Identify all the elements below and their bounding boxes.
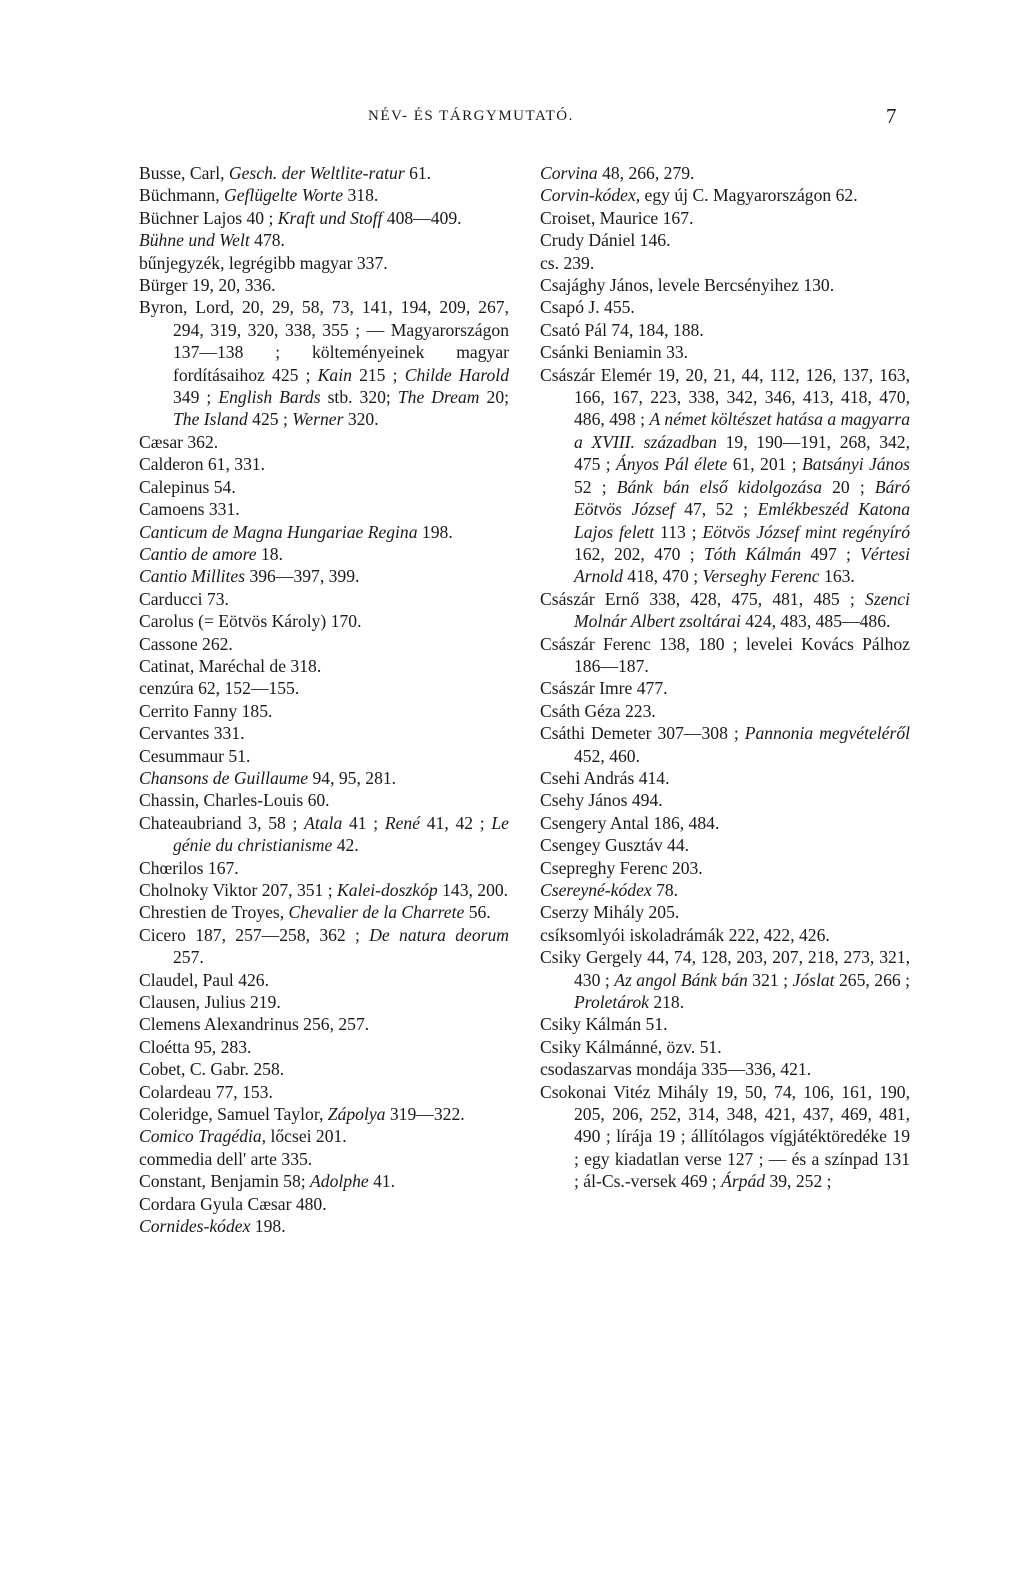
entry-text: Cerrito Fanny 185.: [139, 700, 273, 721]
entry-title-italic: The Island: [173, 409, 248, 430]
entry-title-italic: Corvin-kódex,: [540, 185, 641, 206]
index-entry: [139, 924, 509, 969]
entry-text: Büchmann,: [139, 185, 225, 206]
entry-text: Calepinus 54.: [139, 476, 236, 497]
index-entry: [139, 1125, 509, 1147]
entry-title-italic: Adolphe: [310, 1171, 369, 1192]
entry-text: 408—409.: [382, 207, 462, 228]
index-entry: [540, 857, 910, 879]
index-column-right: [540, 162, 910, 1193]
entry-title-italic: Chansons de Guillaume: [139, 767, 309, 788]
entry-text: 78.: [651, 880, 679, 900]
entry-text: csodaszarvas mondája 335—336, 421.: [540, 1059, 812, 1080]
entry-title-italic: De natura deorum: [369, 924, 509, 945]
index-entry: [540, 901, 910, 923]
index-entry: [540, 207, 910, 229]
entry-text: 41, 42 ;: [420, 812, 492, 833]
entry-text: Büchner Lajos 40 ;: [139, 207, 278, 228]
index-entry: [540, 924, 910, 946]
entry-text: Carolus (= Eötvös Károly) 170.: [139, 611, 362, 632]
index-entry: [540, 162, 910, 184]
entry-text: 19, 190—191, 268, 342, 475 ;: [574, 431, 911, 475]
entry-text: Claudel, Paul 426.: [139, 969, 269, 990]
entry-text: Cervantes 331.: [139, 723, 245, 744]
entry-text: 265, 266 ;: [834, 969, 911, 990]
index-entry: [139, 274, 509, 296]
index-entry: [540, 341, 910, 363]
index-entry: [139, 789, 509, 811]
entry-text: stb. 320;: [320, 387, 398, 408]
entry-text: 320.: [343, 409, 379, 430]
entry-title-italic: Bánk bán első kidolgozása: [616, 476, 822, 497]
index-entry: [540, 700, 910, 722]
entry-title-italic: Eötvös József mint regényíró: [702, 521, 911, 542]
entry-text: 418, 470 ;: [622, 566, 703, 587]
index-entry: [139, 453, 509, 475]
index-entry: [540, 677, 910, 699]
entry-text: 52 ;: [574, 476, 617, 497]
index-entry: [540, 722, 910, 767]
entry-text: Csajághy János, levele Bercsényihez 130.: [540, 275, 835, 296]
entry-title-italic: Szenci Molnár Albert zsoltárai: [574, 588, 910, 632]
index-entry: [139, 767, 509, 789]
index-entry: [540, 1081, 910, 1193]
entry-text: 41 ;: [342, 812, 385, 833]
index-entry: [540, 364, 910, 588]
entry-text: 48, 266, 279.: [597, 163, 695, 183]
entry-title-italic: Canticum de Magna Hungariae Regina: [139, 521, 418, 542]
entry-text: Cordara Gyula Cæsar 480.: [139, 1193, 327, 1214]
entry-text: Byron, Lord, 20, 29, 58, 73, 141, 194, 209, 267, 294, 319, 320, 338, 355 ; — Magyarországon 137—138 ; költeményeinek magyar fordításaihoz 425 ;: [139, 297, 509, 385]
index-entry: [540, 252, 910, 274]
entry-text: 162, 202, 470 ;: [574, 543, 704, 564]
entry-text: Császár Elemér 19, 20, 21, 44, 112, 126, 137, 163, 166, 167, 223, 338, 342, 346, 413, 418, 470, 486, 498 ;: [540, 364, 910, 430]
entry-title-italic: Childe Harold: [404, 364, 509, 385]
index-entry: [540, 319, 910, 341]
index-entry: [139, 229, 509, 251]
entry-text: Catinat, Maréchal de 318.: [139, 655, 322, 676]
entry-text: 396—397, 399.: [245, 566, 360, 587]
entry-text: 321 ;: [747, 969, 793, 990]
entry-text: 349 ;: [173, 387, 219, 408]
entry-text: Császár Ferenc 138, 180 ; levelei Kovács Pálhoz 186—187.: [540, 633, 910, 676]
entry-title-italic: A német költészet hatása a magyarra a XVIII. században: [574, 409, 910, 452]
index-entry: [139, 1081, 509, 1103]
index-entry: [139, 901, 509, 923]
entry-text: commedia dell' arte 335.: [139, 1148, 313, 1169]
entry-text: 452, 460.: [574, 745, 640, 766]
entry-text: 143, 200.: [437, 880, 509, 900]
index-entry: [139, 207, 509, 229]
entry-text: Csáth Géza 223.: [540, 700, 656, 721]
entry-text: egy új C. Magyarországon 62.: [640, 185, 858, 206]
entry-text: Cloétta 95, 283.: [139, 1036, 252, 1057]
index-entry: [540, 1036, 910, 1058]
entry-title-italic: The Dream: [397, 387, 480, 408]
index-entry: [139, 521, 509, 543]
index-entry: [139, 1036, 509, 1058]
entry-text: 61, 201 ;: [727, 454, 803, 475]
entry-text: Chœrilos 167.: [139, 857, 239, 878]
entry-text: 424, 483, 485—486.: [740, 611, 891, 632]
index-entry: [540, 184, 910, 206]
entry-text: Csehi András 414.: [540, 767, 670, 788]
entry-text: Chateaubriand 3, 58 ;: [139, 812, 305, 833]
index-entry: [139, 1148, 509, 1170]
entry-text: 198.: [417, 521, 453, 542]
index-entry: [139, 655, 509, 677]
entry-text: 425 ;: [247, 409, 293, 430]
entry-title-italic: Csereyné-kódex: [540, 880, 652, 900]
entry-title-italic: Verseghy Ferenc: [702, 566, 820, 587]
index-entry: [540, 296, 910, 318]
entry-text: 218.: [648, 992, 685, 1013]
index-entry: [139, 184, 509, 206]
index-entry: [540, 633, 910, 678]
index-entry: [540, 767, 910, 789]
entry-title-italic: Gesch. der Weltlite-ratur: [228, 163, 405, 183]
index-entry: [540, 229, 910, 251]
entry-title-italic: Árpád: [721, 1171, 766, 1192]
entry-title-italic: Bühne und Welt: [139, 230, 250, 251]
entry-text: Csánki Beniamin 33.: [540, 342, 689, 363]
entry-title-italic: Zápolya: [327, 1104, 386, 1125]
entry-text: 56.: [464, 902, 491, 923]
entry-text: Csiky Kálmánné, özv. 51.: [540, 1036, 722, 1057]
index-entry: [139, 431, 509, 453]
entry-text: 42.: [332, 835, 359, 856]
index-entry: [139, 296, 509, 430]
entry-text: Cserzy Mihály 205.: [540, 902, 680, 923]
entry-text: Clausen, Julius 219.: [139, 992, 281, 1013]
entry-text: 20;: [479, 387, 510, 408]
entry-text: lőcsei 201.: [266, 1126, 347, 1147]
entry-text: Chrestien de Troyes,: [139, 902, 289, 923]
entry-text: Császár Imre 477.: [540, 678, 668, 699]
index-entry: [139, 588, 509, 610]
index-entry: [139, 1058, 509, 1080]
index-entry: [139, 969, 509, 991]
entry-text: Chassin, Charles-Louis 60.: [139, 790, 330, 811]
entry-title-italic: Vértesi Arnold: [574, 543, 911, 587]
entry-title-italic: Báró Eötvös József: [574, 476, 911, 520]
entry-text: Carducci 73.: [139, 588, 229, 609]
entry-text: 319—322.: [385, 1104, 465, 1125]
entry-text: Császár Ernő 338, 428, 475, 481, 485 ;: [540, 588, 866, 609]
entry-title-italic: Cornides-kódex: [139, 1216, 251, 1237]
entry-title-italic: Jóslat: [792, 969, 835, 990]
entry-text: Csengery Antal 186, 484.: [540, 812, 720, 833]
entry-text: cs. 239.: [540, 252, 595, 273]
entry-title-italic: Batsányi János: [802, 454, 911, 475]
entry-text: Colardeau 77, 153.: [139, 1081, 273, 1102]
index-entry: [139, 1193, 509, 1215]
entry-text: Constant, Benjamin 58;: [139, 1171, 311, 1192]
entry-text: Csapó J. 455.: [540, 297, 635, 318]
index-entry: [540, 588, 910, 633]
entry-text: Crudy Dániel 146.: [540, 230, 671, 251]
entry-title-italic: Tóth Kálmán: [703, 543, 802, 564]
index-entry: [540, 812, 910, 834]
entry-text: Coleridge, Samuel Taylor,: [139, 1104, 328, 1125]
entry-title-italic: Emlékbeszéd Katona Lajos felett: [574, 499, 911, 542]
index-entry: [139, 879, 509, 901]
entry-text: 18.: [256, 543, 283, 564]
entry-text: Cholnoky Viktor 207, 351 ;: [139, 880, 338, 900]
entry-text: Cicero 187, 257—258, 362 ;: [139, 924, 370, 945]
index-entry: [540, 946, 910, 1013]
page-number: 7: [886, 104, 897, 128]
entry-text: Cassone 262.: [139, 633, 233, 654]
entry-text: Csiky Gergely 44, 74, 128, 203, 207, 218, 273, 321, 430 ;: [540, 947, 910, 990]
index-entry: [139, 812, 509, 857]
index-entry: [139, 498, 509, 520]
entry-text: 39, 252 ;: [765, 1171, 832, 1192]
entry-title-italic: Proletárok: [574, 992, 649, 1013]
entry-title-italic: Atala: [304, 812, 343, 833]
entry-title-italic: Werner: [292, 409, 344, 430]
entry-text: 257.: [173, 947, 204, 968]
entry-text: 61.: [404, 163, 432, 183]
entry-text: 94, 95, 281.: [308, 767, 397, 788]
entry-title-italic: Ányos Pál élete: [616, 454, 728, 475]
entry-text: 198.: [250, 1216, 286, 1237]
entry-title-italic: René: [384, 812, 421, 833]
entry-title-italic: Cantio de amore: [139, 543, 257, 564]
entry-text: 497 ;: [801, 543, 861, 564]
entry-text: csíksomlyói iskoladrámák 222, 422, 426.: [540, 924, 830, 945]
entry-text: Csepreghy Ferenc 203.: [540, 857, 703, 878]
index-entry: [139, 991, 509, 1013]
index-column-left: [139, 162, 509, 1238]
index-entry: [540, 1013, 910, 1035]
entry-text: Csengey Gusztáv 44.: [540, 835, 690, 856]
entry-title-italic: Chevalier de la Charrete: [288, 902, 465, 923]
entry-text: 113 ;: [654, 521, 703, 542]
entry-title-italic: Le génie du christianisme: [173, 812, 509, 856]
index-entry: [139, 1013, 509, 1035]
entry-title-italic: Comico Tragédia,: [139, 1126, 267, 1147]
entry-text: 163.: [819, 566, 855, 587]
index-entry: [139, 162, 509, 184]
index-entry: [139, 1215, 509, 1237]
entry-title-italic: Cantio Millites: [139, 566, 246, 587]
entry-text: Cæsar 362.: [139, 431, 219, 452]
running-header: [0, 104, 1024, 134]
header-title: NÉV- ÉS TÁRGYMUTATÓ.: [368, 108, 574, 124]
entry-text: Csiky Kálmán 51.: [540, 1014, 668, 1035]
index-entry: [139, 476, 509, 498]
entry-title-italic: Kain: [317, 364, 352, 385]
entry-text: Cesummaur 51.: [139, 745, 251, 766]
entry-text: 20 ;: [822, 476, 875, 497]
entry-title-italic: Kalei-doszkóp: [337, 880, 438, 900]
index-entry: [139, 857, 509, 879]
index-entry: [139, 700, 509, 722]
index-entry: [139, 722, 509, 744]
entry-text: Csokonai Vitéz Mihály 19, 50, 74, 106, 161, 190, 205, 206, 252, 314, 348, 421, 437, 469, 481, 490 ; lírája 19 ; állítólagos vígjátéktöredéke 19 ; egy kiadatlan verse 127 ; — és a színpad 131 ; ál-Cs.-versek 469 ;: [540, 1081, 910, 1192]
entry-text: Clemens Alexandrinus 256, 257.: [139, 1014, 370, 1035]
entry-text: Calderon 61, 331.: [139, 454, 266, 475]
index-entry: [540, 1058, 910, 1080]
index-entry: [139, 610, 509, 632]
entry-text: Csáthi Demeter 307—308 ;: [540, 723, 745, 744]
entry-title-italic: Az angol Bánk bán: [614, 969, 748, 990]
entry-title-italic: English Bards: [218, 387, 321, 408]
index-entry: [139, 543, 509, 565]
entry-text: 215 ;: [351, 364, 405, 385]
entry-text: Busse, Carl,: [139, 163, 229, 183]
entry-text: Bürger 19, 20, 336.: [139, 275, 276, 296]
index-entry: [139, 252, 509, 274]
index-entry: [540, 274, 910, 296]
entry-title-italic: Corvina: [540, 163, 598, 183]
entry-text: cenzúra 62, 152—155.: [139, 678, 300, 699]
entry-text: 318.: [343, 185, 379, 206]
index-entry: [139, 745, 509, 767]
index-entry: [139, 1103, 509, 1125]
entry-text: Csehy János 494.: [540, 790, 663, 811]
index-entry: [139, 565, 509, 587]
entry-text: 478.: [249, 230, 285, 251]
entry-title-italic: Pannonia megvételéről: [744, 723, 911, 744]
entry-text: 47, 52 ;: [674, 499, 758, 520]
entry-text: Cobet, C. Gabr. 258.: [139, 1059, 285, 1080]
index-entry: [540, 834, 910, 856]
index-entry: [139, 1170, 509, 1192]
entry-text: 41.: [368, 1171, 396, 1192]
entry-text: Csató Pál 74, 184, 188.: [540, 319, 704, 340]
index-entry: [139, 633, 509, 655]
index-entry: [139, 677, 509, 699]
entry-text: Camoens 331.: [139, 499, 240, 520]
index-entry: [540, 879, 910, 901]
entry-text: bűnjegyzék, legrégibb magyar 337.: [139, 252, 388, 273]
entry-title-italic: Kraft und Stoff: [277, 207, 383, 228]
index-entry: [540, 789, 910, 811]
entry-text: Croiset, Maurice 167.: [540, 207, 694, 228]
entry-title-italic: Geflügelte Worte: [224, 185, 344, 206]
